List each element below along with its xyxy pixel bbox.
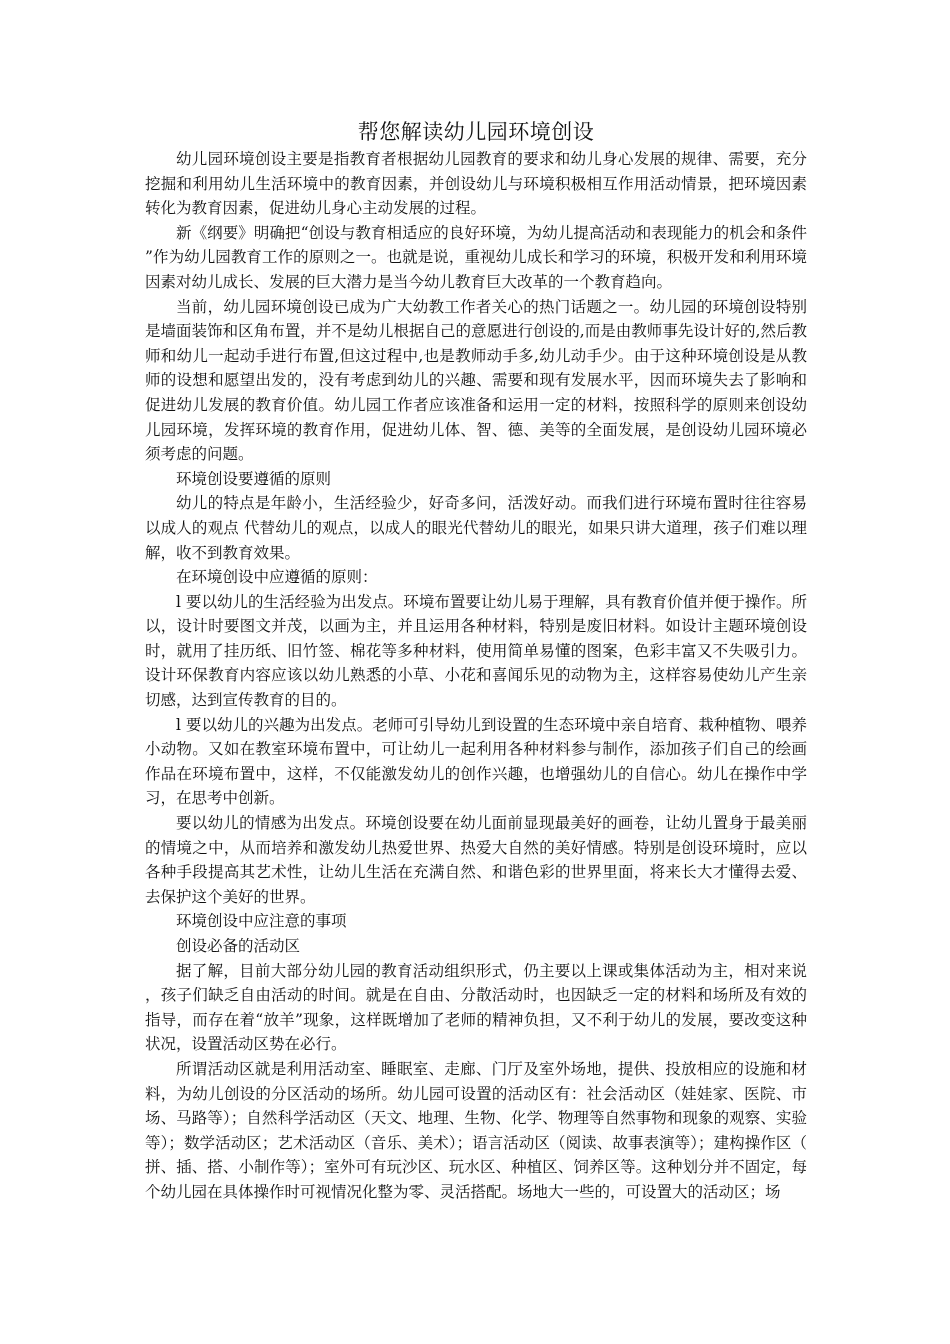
paragraph-principle-emotion: 要以幼儿的情感为出发点。环境创设要在幼儿面前显现最美好的画卷，让幼儿置身于最美丽的情境之中，从而培养和激发幼儿热爱世界、热爱大自然的美好情感。特别是创设环境时，应以各种手段提高其艺术性，让幼儿生活在充满自然、和谐色彩的世界里面，将来长大才懂得去爱、去保护这个美好的世界。 — [145, 814, 807, 906]
paragraph-child-traits: 幼儿的特点是年龄小，生活经验少，好奇多问，活泼好动。而我们进行环境布置时往往容易以成人的观点 代替幼儿的观点，以成人的眼光代替幼儿的眼光，如果只讲大道理，孩子们难以理解，收不到教育效果。 — [145, 494, 807, 562]
paragraph-principles-intro: 在环境创设中应遵循的原则： — [176, 568, 378, 587]
paragraph-activity-definition: 所谓活动区就是利用活动室、睡眠室、走廊、门厅及室外场地，提供、投放相应的设施和材料，为幼儿创设的分区活动的场所。幼儿园可设置的活动区有：社会活动区（娃娃家、医院、市场、马路等）；自然科学活动区（天文、地理、生物、化学、物理等自然事物和现象的观察、实验等）；数学活动区；艺术活动区（音乐、美术）；语言活动区（阅读、故事表演等）；建构操作区（拼、插、搭、小制作等）；室外可有玩沙区、玩水区、种植区、饲养区等。这种划分并不固定，每个幼儿园在具体操作时可视情况化整为零、灵活搭配。场地大一些的，可设置大的活动区；场 — [145, 1059, 807, 1201]
paragraph-current-situation: 当前，幼儿园环境创设已成为广大幼教工作者关心的热门话题之一。幼儿园的环境创设特别是墙面装饰和区角布置，并不是幼儿根据自己的意愿进行创设的,而是由教师事先设计好的,然后教师和幼儿一起动手进行布置,但这过程中,也是教师动手多,幼儿动手少。由于这种环境创设是从教师的设想和愿望出发的，没有考虑到幼儿的兴趣、需要和现有发展水平，因而环境失去了影响和促进幼儿发展的教育价值。幼儿园工作者应该准备和运用一定的材料，按照科学的原则来创设幼儿园环境，发挥环境的教育作用，促进幼儿体、智、德、美等的全面发展，是创设幼儿园环境必须考虑的问题。 — [145, 297, 807, 464]
paragraph-activity-need: 据了解，目前大部分幼儿园的教育活动组织形式，仍主要以上课或集体活动为主，相对来说，孩子们缺乏自由活动的时间。就是在自由、分散活动时，也因缺乏一定的材料和场所及有效的指导，而存在着“放羊”现象，这样既增加了老师的精神负担，又不利于幼儿的发展，要改变这种状况，设置活动区势在必行。 — [145, 961, 807, 1054]
paragraph-principle-interest: l 要以幼儿的兴趣为出发点。老师可引导幼儿到设置的生态环境中亲自培育、栽种植物、喂养小动物。又如在教室环境布置中，可让幼儿一起利用各种材料参与制作，添加孩子们自己的绘画作品在环境布置中，这样，不仅能激发幼儿的创作兴趣，也增强幼儿的自信心。幼儿在操作中学习，在思考中创新。 — [145, 715, 807, 808]
document-title: 帮您解读幼儿园环境创设 — [357, 120, 595, 144]
paragraph-intro: 幼儿园环境创设主要是指教育者根据幼儿园教育的要求和幼儿身心发展的规律、需要，充分挖掘和利用幼儿生活环境中的教育因素，并创设幼儿与环境积极相互作用活动情景，把环境因素转化为教育因素，促进幼儿身心主动发展的过程。 — [145, 150, 807, 218]
section-heading-notes: 环境创设中应注意的事项 — [176, 912, 347, 931]
subheading-activity-areas: 创设必备的活动区 — [176, 937, 301, 955]
paragraph-principle-experience: l 要以幼儿的生活经验为出发点。环境布置要让幼儿易于理解，具有教育价值并便于操作。所以，设计时要图文并茂，以画为主，并且运用各种材料，特别是废旧材料。如设计主题环境创设时，就用了挂历纸、旧竹签、棉花等多种材料，使用简单易懂的图案，色彩丰富又不失吸引力。设计环保教育内容应该以幼儿熟悉的小草、小花和喜闻乐见的动物为主，这样容易使幼儿产生亲切感，达到宣传教育的目的。 — [145, 592, 807, 710]
paragraph-guideline: 新《纲要》明确把“创设与教育相适应的良好环境，为幼儿提高活动和表现能力的机会和条件”作为幼儿园教育工作的原则之一。也就是说，重视幼儿成长和学习的环境，积极开发和利用环境因素对幼儿成长、发展的巨大潜力是当今幼儿教育巨大改革的一个教育趋向。 — [145, 223, 807, 291]
document-page — [145, 117, 807, 1205]
section-heading-principles: 环境创设要遵循的原则 — [176, 469, 332, 488]
